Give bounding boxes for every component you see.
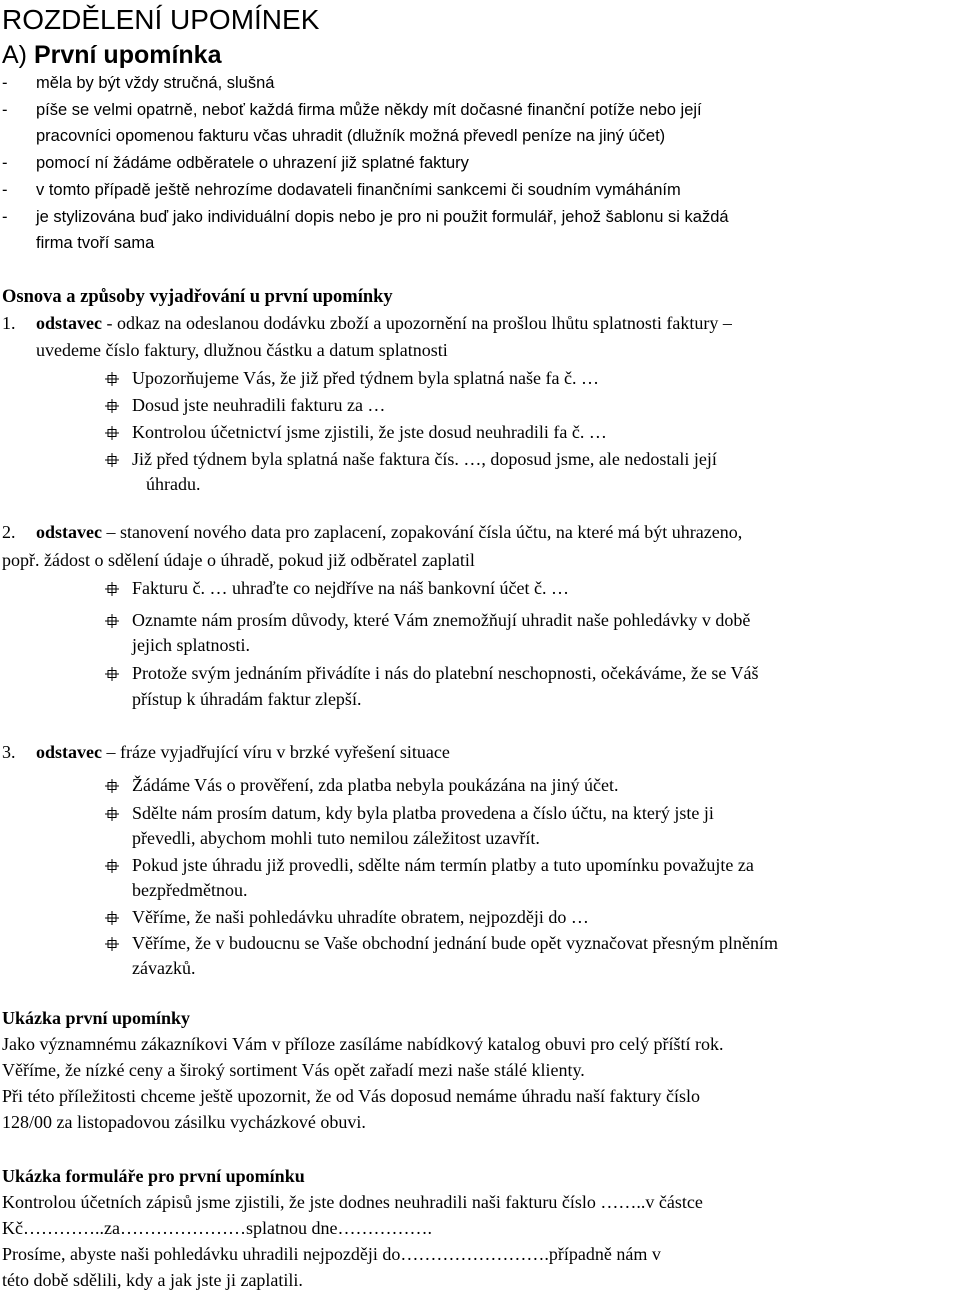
- box-cross-bullet-icon: [100, 370, 124, 388]
- section-a-label: První upomínka: [33, 41, 222, 69]
- dash-marker: -: [2, 154, 8, 172]
- dash-marker: -: [2, 208, 8, 226]
- para-2-text: – stanovení nového data pro zaplacení, zopakování čísla účtu, na které má být uhrazeno,: [102, 522, 743, 542]
- box-cross-bullet-icon: [100, 777, 124, 795]
- para-3-item-3-line-2: bezpředmětnou.: [132, 880, 248, 900]
- para-1-item-4-line-2: úhradu.: [146, 474, 201, 494]
- para-3-item-5-line-2: závazků.: [132, 958, 196, 978]
- dash-marker: -: [2, 74, 8, 92]
- ukazka-1-line-4: 128/00 za listopadovou zásilku vycházkové obuvi.: [2, 1112, 366, 1132]
- para-2-line-1: [2, 519, 956, 545]
- ukazka-2-line-1: Kontrolou účetních zápisů jsme zjistili, že jste dodnes neuhradili naši fakturu číslo ……..v částce: [2, 1192, 703, 1212]
- para-1-line-2: uvedeme číslo faktury, dlužnou částku a datum splatnosti: [36, 340, 448, 360]
- box-cross-bullet-icon: [100, 909, 124, 927]
- dash-item-2-line-1: píše se velmi opatrně, neboť každá firma může někdy mít dočasné finanční potíže nebo její: [36, 101, 702, 119]
- para-1-item-4-line-1: Již před týdnem byla splatná naše faktura čís. …, doposud jsme, ale nedostali její: [132, 449, 717, 469]
- dash-item-5-line-1: je stylizována buď jako individuální dopis nebo je pro ni použit formulář, jehož šablonu si každá: [36, 208, 729, 226]
- para-2-label: odstavec: [36, 522, 102, 542]
- section-a-prefix: A): [2, 41, 34, 69]
- para-2-number: 2.: [2, 522, 16, 542]
- para-2-item-2-line-1: Oznamte nám prosím důvody, které Vám znemožňují uhradit naše pohledávky v době: [132, 610, 751, 630]
- ukazka-1-heading: Ukázka první upomínky: [2, 1008, 191, 1028]
- ukazka-2-heading: Ukázka formuláře pro první upomínku: [2, 1166, 305, 1186]
- para-1-number: 1.: [2, 313, 16, 333]
- box-cross-bullet-icon: [100, 424, 124, 442]
- dash-marker: -: [2, 181, 8, 199]
- page-title: ROZDĚLENÍ UPOMÍNEK: [2, 4, 320, 35]
- para-1-line-1: [2, 310, 956, 336]
- box-cross-bullet-icon: [100, 580, 124, 598]
- para-3-item-3-line-1: Pokud jste úhradu již provedli, sdělte nám termín platby a tuto upomínku považujte za: [132, 855, 754, 875]
- dash-marker: -: [2, 101, 8, 119]
- para-1-item-1: Upozorňujeme Vás, že již před týdnem byla splatná naše fa č. …: [132, 368, 600, 388]
- para-2-item-1: Fakturu č. … uhraďte co nejdříve na náš bankovní účet č. …: [132, 578, 570, 598]
- ukazka-1-line-1: Jako významnému zákazníkovi Vám v příloze zasíláme nabídkový katalog obuvi pro celý příští rok.: [2, 1034, 724, 1054]
- ukazka-1-line-2: Věříme, že nízké ceny a široký sortiment Vás opět zařadí mezi naše stálé klienty.: [2, 1060, 585, 1080]
- ukazka-2-line-2: Kč…………..za…………………splatnou dne…………….: [2, 1218, 432, 1238]
- para-2-line-2: popř. žádost o sdělení údaje o úhradě, pokud již odběratel zaplatil: [2, 550, 475, 570]
- para-3-item-2-line-1: Sdělte nám prosím datum, kdy byla platba provedena a číslo účtu, na který jste ji: [132, 803, 714, 823]
- para-2-item-3-line-1: Protože svým jednáním přivádíte i nás do platební neschopnosti, očekáváme, že se Váš: [132, 663, 759, 683]
- box-cross-bullet-icon: [100, 612, 124, 630]
- dash-item-3: pomocí ní žádáme odběratele o uhrazení již splatné faktury: [36, 154, 469, 172]
- para-3-label: odstavec: [36, 742, 102, 762]
- section-a-heading: [2, 40, 222, 70]
- box-cross-bullet-icon: [100, 857, 124, 875]
- dash-item-4: v tomto případě ještě nehrozíme dodavateli finančními sankcemi či soudním vymáháním: [36, 181, 681, 199]
- para-1-item-2: Dosud jste neuhradili fakturu za …: [132, 395, 386, 415]
- para-3-text: – fráze vyjadřující víru v brzké vyřešení situace: [102, 742, 450, 762]
- ukazka-2-line-3: Prosíme, abyste naši pohledávku uhradili nejpozději do…………………….případně nám v: [2, 1244, 661, 1264]
- para-3-item-2-line-2: převedli, abychom mohli tuto nemilou záležitost uzavřít.: [132, 828, 540, 848]
- box-cross-bullet-icon: [100, 397, 124, 415]
- para-3-item-1: Žádáme Vás o prověření, zda platba nebyla poukázána na jiný účet.: [132, 775, 619, 795]
- dash-item-5-line-2: firma tvoří sama: [36, 234, 155, 252]
- para-3-number: 3.: [2, 742, 16, 762]
- para-3-line-1: [2, 739, 956, 765]
- para-2-item-2-line-2: jejich splatnosti.: [132, 635, 250, 655]
- box-cross-bullet-icon: [100, 665, 124, 683]
- osnova-heading: Osnova a způsoby vyjadřování u první upomínky: [2, 287, 393, 307]
- box-cross-bullet-icon: [100, 935, 124, 953]
- box-cross-bullet-icon: [100, 451, 124, 469]
- dash-item-2-line-2: pracovníci opomenou fakturu včas uhradit (dlužník možná převedl peníze na jiný účet): [36, 127, 666, 145]
- para-3-item-5-line-1: Věříme, že v budoucnu se Vaše obchodní jednání bude opět vyznačovat přesným plněním: [132, 933, 778, 953]
- para-3-item-4: Věříme, že naši pohledávku uhradíte obratem, nejpozději do …: [132, 907, 589, 927]
- box-cross-bullet-icon: [100, 805, 124, 823]
- para-1-text: - odkaz na odeslanou dodávku zboží a upozornění na prošlou lhůtu splatnosti faktury –: [102, 313, 732, 333]
- para-1-label: odstavec: [36, 313, 102, 333]
- ukazka-1-line-3: Při této příležitosti chceme ještě upozornit, že od Vás doposud nemáme úhradu naší faktury číslo: [2, 1086, 700, 1106]
- ukazka-2-line-4: této době sdělili, kdy a jak jste ji zaplatili.: [2, 1270, 303, 1290]
- para-1-item-3: Kontrolou účetnictví jsme zjistili, že jste dosud neuhradili fa č. …: [132, 422, 607, 442]
- dash-item-1: měla by být vždy stručná, slušná: [36, 74, 275, 92]
- para-2-item-3-line-2: přístup k úhradám faktur zlepší.: [132, 689, 362, 709]
